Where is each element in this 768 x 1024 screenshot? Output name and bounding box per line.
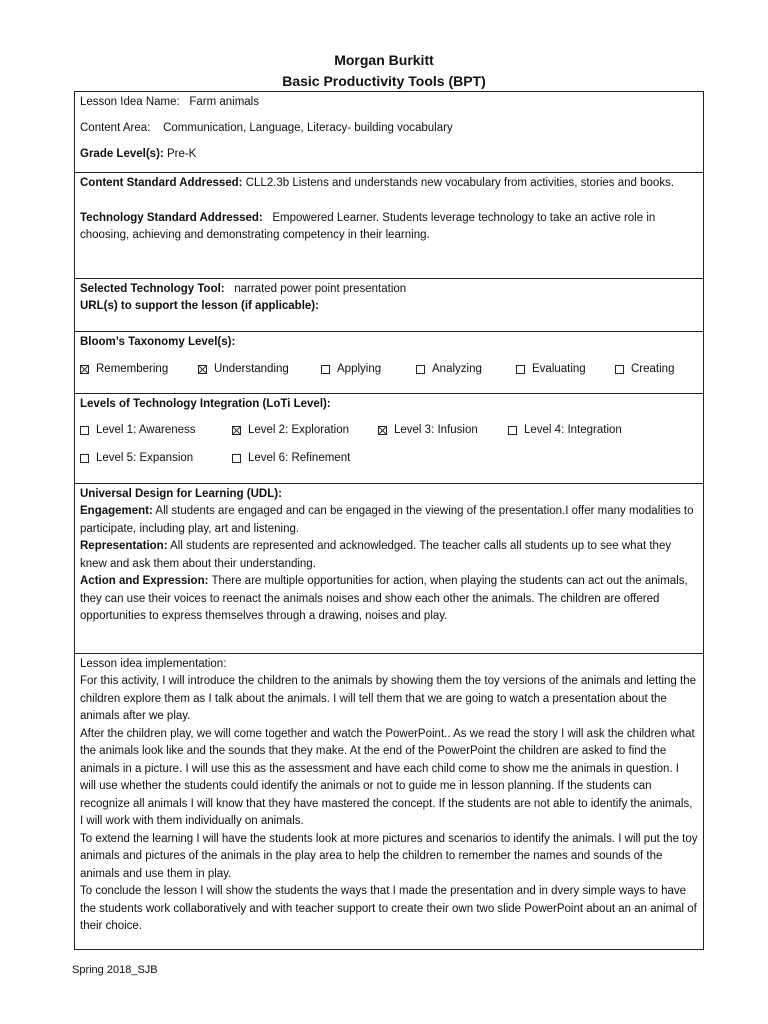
page-header xyxy=(0,50,768,92)
blooms-checkboxes xyxy=(80,361,698,378)
unchecked-box-icon xyxy=(232,454,241,463)
implementation-paragraph: For this activity, I will introduce the children to the animals by showing them the toy versions of the animals and letting the children explore them as I talk about the animals. I will tell them that we are going to watch a presentation about the animals after we play. xyxy=(80,675,696,722)
implementation-paragraph: To extend the learning I will have the students look at more pictures and scenarios to identify the animals. I will put the toy animals and pictures of the animals in the play area to help the children to remember the names and sounds of the animals and use them in play. xyxy=(80,832,698,880)
technology-standard xyxy=(80,210,698,245)
url-row xyxy=(80,298,698,315)
implementation-section xyxy=(75,653,703,949)
lesson-plan-form xyxy=(74,91,704,950)
loti-option-level-2[interactable]: Level 2: Exploration xyxy=(232,422,378,439)
loti-option-level-5[interactable]: Level 5: Expansion xyxy=(80,450,232,467)
representation-value: All students are represented and acknowledged. The teacher calls all students up to see what they knew and ask them about their understanding. xyxy=(80,540,672,570)
standards-section xyxy=(75,172,703,278)
content-standard-label: Content Standard Addressed: xyxy=(80,177,243,189)
udl-label: Universal Design for Learning (UDL): xyxy=(80,488,282,500)
loti-label: Levels of Technology Integration (LoTi Level): xyxy=(80,398,331,410)
unchecked-box-icon xyxy=(321,365,330,374)
blooms-option-creating[interactable]: Creating xyxy=(615,361,674,378)
checked-box-icon xyxy=(232,426,241,435)
checked-box-icon xyxy=(198,365,207,374)
blooms-section xyxy=(75,331,703,393)
technology-standard-label: Technology Standard Addressed: xyxy=(80,211,263,224)
lesson-info-section xyxy=(75,92,703,172)
udl-representation xyxy=(80,538,698,573)
loti-checkboxes-row-1 xyxy=(80,422,698,439)
blooms-option-evaluating[interactable]: Evaluating xyxy=(516,361,615,378)
action-expression-value: There are multiple opportunities for action, when playing the students can act out the animals, they can use their voices to reenact the animals noises and show each other the animals. The children are offered opportunities to express themselves through a drawing, noises and play. xyxy=(80,575,688,622)
blooms-option-remembering[interactable]: Remembering xyxy=(80,361,198,378)
content-standard xyxy=(80,175,698,193)
udl-engagement xyxy=(80,503,698,538)
loti-option-level-1[interactable]: Level 1: Awareness xyxy=(80,422,232,439)
checked-box-icon xyxy=(80,365,89,374)
unchecked-box-icon xyxy=(516,365,525,374)
implementation-paragraph: To conclude the lesson I will show the students the ways that I made the presentation and in dvery simple ways to have the students work collaboratively and with teacher support to create their own two slide PowerPoint about an an animal of their choice. xyxy=(80,885,697,932)
grade-level-row xyxy=(80,146,698,163)
url-label: URL(s) to support the lesson (if applicable): xyxy=(80,300,319,312)
grade-level-label: Grade Level(s): xyxy=(80,148,164,160)
loti-option-level-3[interactable]: Level 3: Infusion xyxy=(378,422,508,439)
blooms-option-understanding[interactable]: Understanding xyxy=(198,361,321,378)
representation-label: Representation: xyxy=(80,540,168,552)
loti-option-level-6[interactable]: Level 6: Refinement xyxy=(232,450,350,467)
lesson-idea-label: Lesson Idea Name: xyxy=(80,96,180,108)
lesson-idea-value: Farm animals xyxy=(189,96,259,108)
content-standard-value: CLL2.3b Listens and understands new vocabulary from activities, stories and books. xyxy=(245,177,675,189)
content-area-label: Content Area: xyxy=(80,122,151,134)
loti-checkboxes-row-2 xyxy=(80,450,698,467)
engagement-label: Engagement: xyxy=(80,505,153,517)
engagement-value: All students are engaged and can be engaged in the viewing of the presentation.I offer many modalities to participate, including play, art and listening. xyxy=(80,505,694,535)
unchecked-box-icon xyxy=(508,426,517,435)
lesson-idea-row xyxy=(80,94,698,111)
unchecked-box-icon xyxy=(615,365,624,374)
unchecked-box-icon xyxy=(80,454,89,463)
page-footer: Spring 2018_SJB xyxy=(72,964,158,976)
action-expression-label: Action and Expression: xyxy=(80,575,209,587)
implementation-label: Lesson idea implementation: xyxy=(80,658,227,670)
technology-tool-section xyxy=(75,278,703,331)
technology-standard-value: Empowered Learner. Students leverage technology to take an active role in choosing, achieving and demonstrating competency in their learning. xyxy=(80,211,656,241)
loti-option-level-4[interactable]: Level 4: Integration xyxy=(508,422,622,439)
content-area-row xyxy=(80,120,698,137)
blooms-option-analyzing[interactable]: Analyzing xyxy=(416,361,516,378)
udl-section xyxy=(75,483,703,653)
udl-action-expression xyxy=(80,573,698,626)
document-title: Basic Productivity Tools (BPT) xyxy=(282,73,486,89)
blooms-label: Bloom’s Taxonomy Level(s): xyxy=(80,336,236,348)
content-area-value: Communication, Language, Literacy- building vocabulary xyxy=(163,122,453,134)
author-name: Morgan Burkitt xyxy=(334,52,434,68)
implementation-paragraph: After the children play, we will come together and watch the PowerPoint.. As we read the story I will ask the children what the animals look like and the sounds that they make. At the end of the PowerPoint the children are asked to find the animals in a picture. I will use this as the assessment and have each child come to show me the animals in question. I will use whether the students could identify the animals or not to guide me in lesson planning. If the students can recognize all animals I will know that they have mastered the concept. If the students are not able to identify the animals, I will work with them individually on animals. xyxy=(80,727,695,827)
checked-box-icon xyxy=(378,426,387,435)
selected-tool-value: narrated power point presentation xyxy=(234,283,407,295)
selected-tool-label: Selected Technology Tool: xyxy=(80,283,225,295)
unchecked-box-icon xyxy=(80,426,89,435)
unchecked-box-icon xyxy=(416,365,425,374)
grade-level-value: Pre-K xyxy=(166,148,197,160)
loti-section xyxy=(75,393,703,483)
selected-tool-row xyxy=(80,281,698,298)
blooms-option-applying[interactable]: Applying xyxy=(321,361,416,378)
